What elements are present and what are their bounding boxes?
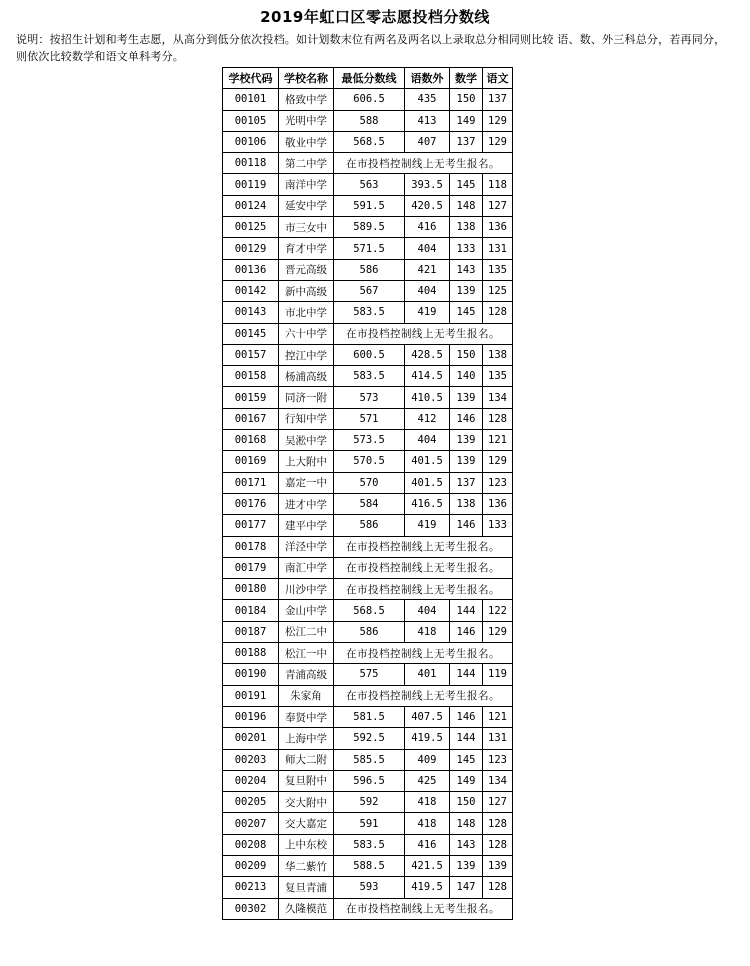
chinese-score: 134: [483, 770, 513, 791]
school-code: 00142: [223, 280, 279, 301]
school-name: 吴淞中学: [279, 430, 334, 451]
school-name: 奉贤中学: [279, 706, 334, 727]
chinese-score: 129: [483, 131, 513, 152]
table-row: [223, 557, 513, 578]
chinese-score: 133: [483, 515, 513, 536]
table-row: [223, 770, 513, 791]
school-code: 00168: [223, 430, 279, 451]
math-score: 138: [450, 493, 483, 514]
school-name: 交大嘉定: [279, 813, 334, 834]
no-applicant-note: 在市投档控制线上无考生报名。: [334, 898, 513, 919]
min-score: 593: [334, 877, 405, 898]
chinese-math-english-score: 435: [405, 89, 450, 110]
math-score: 144: [450, 728, 483, 749]
school-name: 松江二中: [279, 621, 334, 642]
school-name: 市北中学: [279, 302, 334, 323]
school-code: 00129: [223, 238, 279, 259]
school-name: 市三女中: [279, 217, 334, 238]
math-score: 144: [450, 664, 483, 685]
school-name: 上大附中: [279, 451, 334, 472]
table-row: [223, 536, 513, 557]
table-row: [223, 89, 513, 110]
min-score: 591: [334, 813, 405, 834]
table-row: [223, 579, 513, 600]
math-score: 139: [450, 855, 483, 876]
school-name: 延安中学: [279, 195, 334, 216]
school-code: 00179: [223, 557, 279, 578]
chinese-score: 125: [483, 280, 513, 301]
table-row: [223, 664, 513, 685]
chinese-score: 129: [483, 110, 513, 131]
table-row: [223, 366, 513, 387]
chinese-math-english-score: 413: [405, 110, 450, 131]
chinese-score: 129: [483, 451, 513, 472]
header-math: 数学: [450, 68, 483, 89]
chinese-math-english-score: 428.5: [405, 344, 450, 365]
chinese-math-english-score: 404: [405, 280, 450, 301]
min-score: 563: [334, 174, 405, 195]
table-row: [223, 685, 513, 706]
chinese-math-english-score: 393.5: [405, 174, 450, 195]
chinese-math-english-score: 401.5: [405, 472, 450, 493]
school-code: 00106: [223, 131, 279, 152]
table-row: [223, 749, 513, 770]
math-score: 148: [450, 195, 483, 216]
table-row: [223, 131, 513, 152]
chinese-score: 137: [483, 89, 513, 110]
math-score: 139: [450, 280, 483, 301]
chinese-math-english-score: 401: [405, 664, 450, 685]
school-name: 师大二附: [279, 749, 334, 770]
min-score: 592.5: [334, 728, 405, 749]
math-score: 150: [450, 89, 483, 110]
school-name: 松江一中: [279, 643, 334, 664]
chinese-score: 127: [483, 195, 513, 216]
chinese-math-english-score: 418: [405, 792, 450, 813]
school-name: 杨浦高级: [279, 366, 334, 387]
school-code: 00159: [223, 387, 279, 408]
min-score: 575: [334, 664, 405, 685]
chinese-math-english-score: 414.5: [405, 366, 450, 387]
school-name: 晋元高级: [279, 259, 334, 280]
min-score: 583.5: [334, 366, 405, 387]
school-code: 00118: [223, 153, 279, 174]
chinese-score: 128: [483, 302, 513, 323]
table-row: [223, 259, 513, 280]
math-score: 140: [450, 366, 483, 387]
min-score: 583.5: [334, 302, 405, 323]
table-row: [223, 387, 513, 408]
school-code: 00180: [223, 579, 279, 600]
chinese-score: 128: [483, 834, 513, 855]
math-score: 139: [450, 430, 483, 451]
chinese-score: 138: [483, 344, 513, 365]
chinese-math-english-score: 420.5: [405, 195, 450, 216]
school-name: 洋泾中学: [279, 536, 334, 557]
school-name: 复旦附中: [279, 770, 334, 791]
table-row: [223, 217, 513, 238]
school-name: 育才中学: [279, 238, 334, 259]
math-score: 145: [450, 174, 483, 195]
table-row: [223, 153, 513, 174]
math-score: 137: [450, 131, 483, 152]
min-score: 573.5: [334, 430, 405, 451]
school-code: 00119: [223, 174, 279, 195]
math-score: 139: [450, 451, 483, 472]
school-name: 建平中学: [279, 515, 334, 536]
school-code: 00209: [223, 855, 279, 876]
table-row: [223, 408, 513, 429]
min-score: 591.5: [334, 195, 405, 216]
school-code: 00125: [223, 217, 279, 238]
min-score: 584: [334, 493, 405, 514]
school-name: 南洋中学: [279, 174, 334, 195]
table-row: [223, 451, 513, 472]
school-name: 新中高级: [279, 280, 334, 301]
header-min-score: 最低分数线: [334, 68, 405, 89]
school-name: 控江中学: [279, 344, 334, 365]
school-code: 00136: [223, 259, 279, 280]
min-score: 570: [334, 472, 405, 493]
chinese-score: 128: [483, 813, 513, 834]
table-row: [223, 110, 513, 131]
school-code: 00302: [223, 898, 279, 919]
school-code: 00203: [223, 749, 279, 770]
school-name: 华二紫竹: [279, 855, 334, 876]
chinese-math-english-score: 416: [405, 834, 450, 855]
school-code: 00184: [223, 600, 279, 621]
table-row: [223, 728, 513, 749]
chinese-score: 128: [483, 408, 513, 429]
min-score: 573: [334, 387, 405, 408]
school-name: 上海中学: [279, 728, 334, 749]
table-row: [223, 195, 513, 216]
school-code: 00205: [223, 792, 279, 813]
school-code: 00191: [223, 685, 279, 706]
min-score: 581.5: [334, 706, 405, 727]
chinese-math-english-score: 409: [405, 749, 450, 770]
school-code: 00208: [223, 834, 279, 855]
math-score: 143: [450, 259, 483, 280]
school-code: 00187: [223, 621, 279, 642]
table-row: [223, 855, 513, 876]
table-row: [223, 493, 513, 514]
school-code: 00124: [223, 195, 279, 216]
table-row: [223, 600, 513, 621]
min-score: 592: [334, 792, 405, 813]
school-name: 光明中学: [279, 110, 334, 131]
min-score: 596.5: [334, 770, 405, 791]
math-score: 146: [450, 706, 483, 727]
min-score: 585.5: [334, 749, 405, 770]
math-score: 150: [450, 344, 483, 365]
table-row: [223, 706, 513, 727]
school-name: 交大附中: [279, 792, 334, 813]
chinese-math-english-score: 412: [405, 408, 450, 429]
chinese-math-english-score: 410.5: [405, 387, 450, 408]
chinese-math-english-score: 418: [405, 813, 450, 834]
school-code: 00190: [223, 664, 279, 685]
min-score: 571.5: [334, 238, 405, 259]
chinese-math-english-score: 421.5: [405, 855, 450, 876]
page-title: 2019年虹口区零志愿投档分数线: [260, 8, 490, 26]
table-row: [223, 813, 513, 834]
school-code: 00105: [223, 110, 279, 131]
school-code: 00169: [223, 451, 279, 472]
min-score: 606.5: [334, 89, 405, 110]
min-score: 586: [334, 259, 405, 280]
school-code: 00145: [223, 323, 279, 344]
min-score: 589.5: [334, 217, 405, 238]
chinese-math-english-score: 404: [405, 430, 450, 451]
math-score: 146: [450, 621, 483, 642]
table-row: [223, 643, 513, 664]
math-score: 138: [450, 217, 483, 238]
min-score: 568.5: [334, 600, 405, 621]
school-code: 00207: [223, 813, 279, 834]
no-applicant-note: 在市投档控制线上无考生报名。: [334, 685, 513, 706]
min-score: 570.5: [334, 451, 405, 472]
chinese-score: 128: [483, 877, 513, 898]
school-name: 上中东校: [279, 834, 334, 855]
no-applicant-note: 在市投档控制线上无考生报名。: [334, 557, 513, 578]
chinese-math-english-score: 407: [405, 131, 450, 152]
school-code: 00157: [223, 344, 279, 365]
min-score: 567: [334, 280, 405, 301]
school-name: 朱家角: [279, 685, 334, 706]
chinese-score: 131: [483, 728, 513, 749]
math-score: 137: [450, 472, 483, 493]
chinese-math-english-score: 419: [405, 302, 450, 323]
math-score: 147: [450, 877, 483, 898]
table-row: [223, 898, 513, 919]
math-score: 139: [450, 387, 483, 408]
math-score: 146: [450, 515, 483, 536]
chinese-score: 136: [483, 493, 513, 514]
header-chinese: 语文: [483, 68, 513, 89]
math-score: 133: [450, 238, 483, 259]
school-name: 行知中学: [279, 408, 334, 429]
chinese-score: 127: [483, 792, 513, 813]
table-header-row: [223, 68, 513, 89]
min-score: 583.5: [334, 834, 405, 855]
no-applicant-note: 在市投档控制线上无考生报名。: [334, 536, 513, 557]
math-score: 144: [450, 600, 483, 621]
chinese-math-english-score: 416: [405, 217, 450, 238]
school-code: 00176: [223, 493, 279, 514]
chinese-math-english-score: 401.5: [405, 451, 450, 472]
school-name: 敬业中学: [279, 131, 334, 152]
min-score: 586: [334, 621, 405, 642]
no-applicant-note: 在市投档控制线上无考生报名。: [334, 643, 513, 664]
min-score: 568.5: [334, 131, 405, 152]
table-row: [223, 621, 513, 642]
chinese-score: 135: [483, 366, 513, 387]
math-score: 150: [450, 792, 483, 813]
school-name: 青浦高级: [279, 664, 334, 685]
chinese-math-english-score: 419.5: [405, 728, 450, 749]
table-row: [223, 174, 513, 195]
school-name: 川沙中学: [279, 579, 334, 600]
no-applicant-note: 在市投档控制线上无考生报名。: [334, 153, 513, 174]
no-applicant-note: 在市投档控制线上无考生报名。: [334, 323, 513, 344]
math-score: 149: [450, 110, 483, 131]
no-applicant-note: 在市投档控制线上无考生报名。: [334, 579, 513, 600]
chinese-score: 119: [483, 664, 513, 685]
math-score: 146: [450, 408, 483, 429]
score-table: [222, 67, 513, 920]
chinese-math-english-score: 418: [405, 621, 450, 642]
explanation-note: 说明：按招生计划和考生志愿，从高分到低分依次投档。如计划数末位有两名及两名以上录取总分相同则比较 语、数、外三科总分，若再同分，则依次比较数学和语文单科考分。: [16, 33, 726, 63]
chinese-score: 136: [483, 217, 513, 238]
table-row: [223, 515, 513, 536]
chinese-math-english-score: 425: [405, 770, 450, 791]
header-school-name: 学校名称: [279, 68, 334, 89]
math-score: 145: [450, 302, 483, 323]
chinese-math-english-score: 407.5: [405, 706, 450, 727]
chinese-score: 131: [483, 238, 513, 259]
chinese-math-english-score: 419.5: [405, 877, 450, 898]
school-name: 金山中学: [279, 600, 334, 621]
school-code: 00213: [223, 877, 279, 898]
chinese-score: 118: [483, 174, 513, 195]
school-code: 00167: [223, 408, 279, 429]
header-school-code: 学校代码: [223, 68, 279, 89]
table-row: [223, 472, 513, 493]
math-score: 145: [450, 749, 483, 770]
min-score: 600.5: [334, 344, 405, 365]
school-name: 南汇中学: [279, 557, 334, 578]
chinese-score: 123: [483, 472, 513, 493]
chinese-score: 123: [483, 749, 513, 770]
table-row: [223, 792, 513, 813]
chinese-math-english-score: 404: [405, 238, 450, 259]
school-code: 00204: [223, 770, 279, 791]
school-code: 00143: [223, 302, 279, 323]
table-row: [223, 238, 513, 259]
math-score: 149: [450, 770, 483, 791]
min-score: 571: [334, 408, 405, 429]
school-name: 同济一附: [279, 387, 334, 408]
min-score: 588.5: [334, 855, 405, 876]
school-code: 00201: [223, 728, 279, 749]
school-name: 六十中学: [279, 323, 334, 344]
school-name: 格致中学: [279, 89, 334, 110]
min-score: 586: [334, 515, 405, 536]
chinese-score: 121: [483, 430, 513, 451]
chinese-score: 121: [483, 706, 513, 727]
header-chinese-math-english: 语数外: [405, 68, 450, 89]
school-code: 00171: [223, 472, 279, 493]
table-row: [223, 302, 513, 323]
chinese-score: 129: [483, 621, 513, 642]
table-row: [223, 430, 513, 451]
chinese-math-english-score: 419: [405, 515, 450, 536]
chinese-score: 139: [483, 855, 513, 876]
chinese-score: 135: [483, 259, 513, 280]
school-name: 第二中学: [279, 153, 334, 174]
chinese-score: 122: [483, 600, 513, 621]
chinese-score: 134: [483, 387, 513, 408]
math-score: 143: [450, 834, 483, 855]
table-row: [223, 877, 513, 898]
table-row: [223, 344, 513, 365]
school-code: 00196: [223, 706, 279, 727]
table-row: [223, 280, 513, 301]
school-name: 复旦青浦: [279, 877, 334, 898]
school-code: 00188: [223, 643, 279, 664]
chinese-math-english-score: 421: [405, 259, 450, 280]
math-score: 148: [450, 813, 483, 834]
school-name: 久隆模范: [279, 898, 334, 919]
chinese-math-english-score: 404: [405, 600, 450, 621]
min-score: 588: [334, 110, 405, 131]
school-code: 00177: [223, 515, 279, 536]
school-name: 进才中学: [279, 493, 334, 514]
table-row: [223, 834, 513, 855]
chinese-math-english-score: 416.5: [405, 493, 450, 514]
school-code: 00158: [223, 366, 279, 387]
school-code: 00101: [223, 89, 279, 110]
school-name: 嘉定一中: [279, 472, 334, 493]
table-row: [223, 323, 513, 344]
school-code: 00178: [223, 536, 279, 557]
